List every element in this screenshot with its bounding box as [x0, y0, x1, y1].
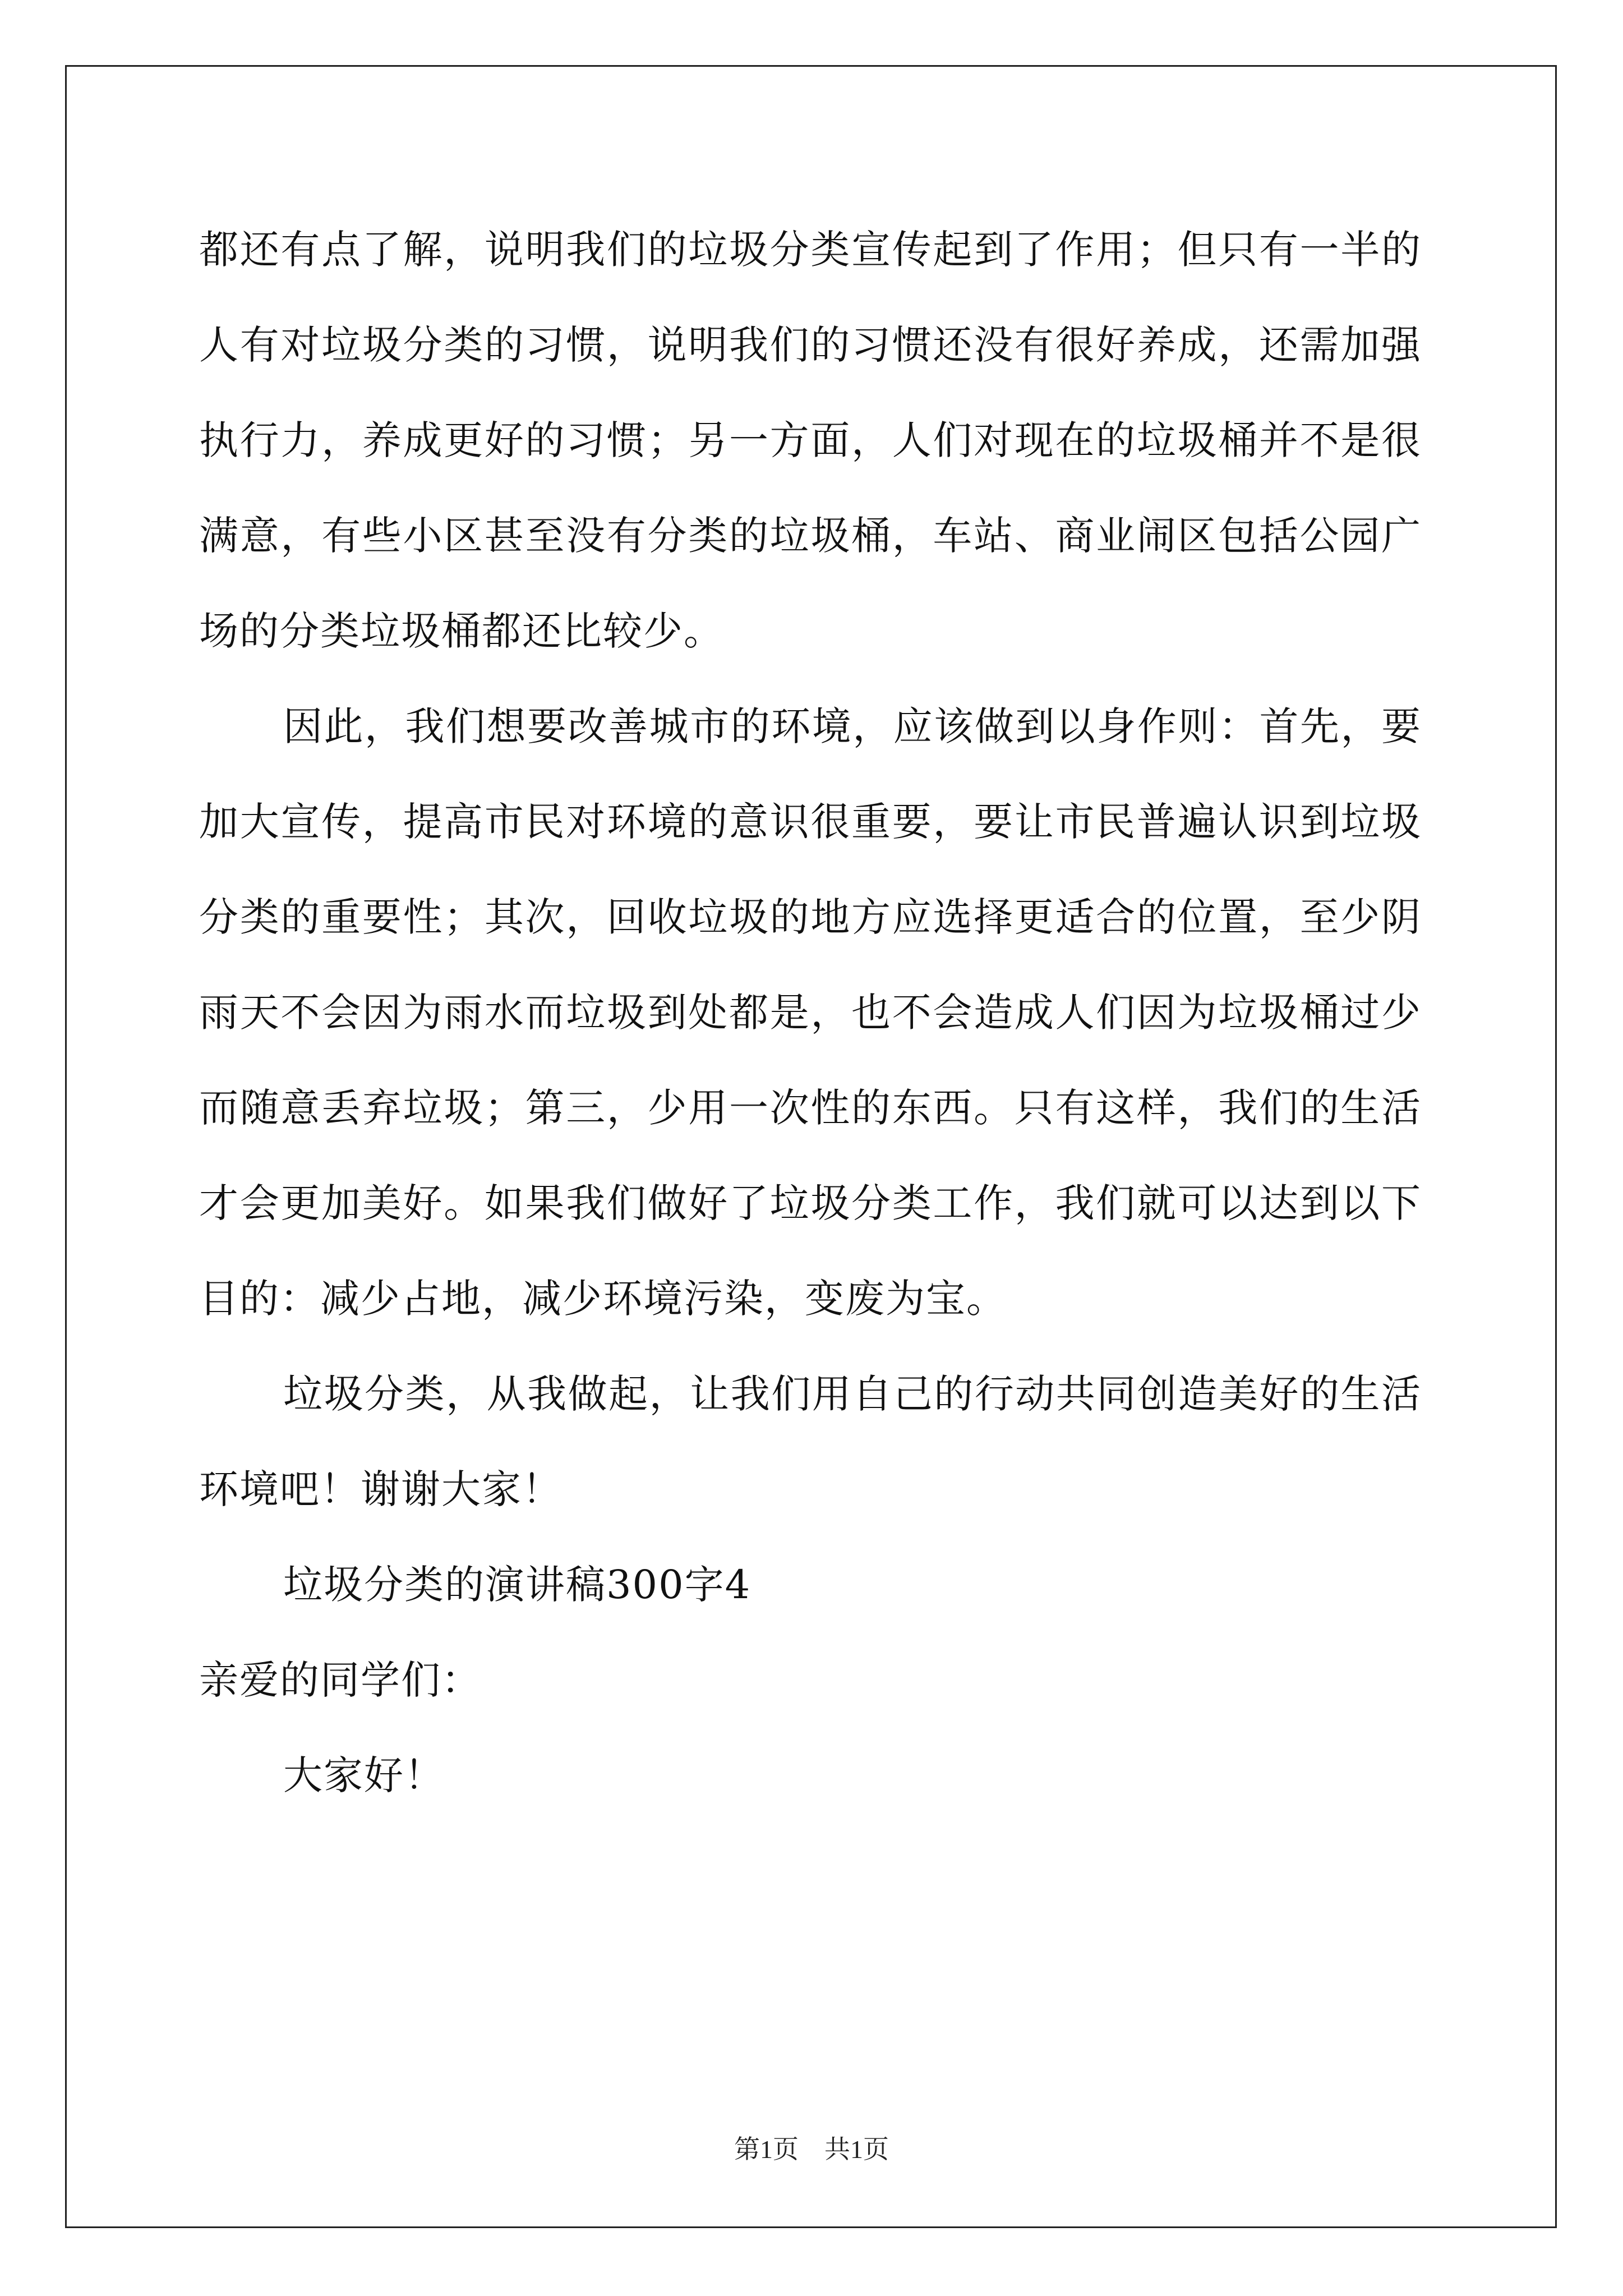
document-body — [199, 202, 1422, 1823]
paragraph-continuation: 都还有点了解，说明我们的垃圾分类宣传起到了作用；但只有一半的人有对垃圾分类的习惯，说明我们的习惯还没有很好养成，还需加强执行力，养成更好的习惯；另一方面，人们对现在的垃圾桶并不是很满意，有些小区甚至没有分类的垃圾桶，车站、商业闹区包括公园广场的分类垃圾桶都还比较少。 — [199, 227, 1422, 654]
salutation: 亲爱的同学们： — [199, 1657, 482, 1703]
page-footer: 第1页 共1页 — [734, 2135, 889, 2164]
paragraph-suggestions: 因此，我们想要改善城市的环境，应该做到以身作则：首先，要加大宣传，提高市民对环境的意识很重要，要让市民普遍认识到垃圾分类的重要性；其次，回收垃圾的地方应选择更适合的位置，至少阴雨天不会因为雨水而垃圾到处都是，也不会造成人们因为垃圾桶过少而随意丢弃垃圾；第三，少用一次性的东西。只有这样，我们的生活才会更加美好。如果我们做好了垃圾分类工作，我们就可以达到以下目的：减少占地，减少环境污染，变废为宝。 — [199, 703, 1422, 1322]
section-heading: 垃圾分类的演讲稿300字4 — [283, 1562, 751, 1608]
paragraph-closing: 垃圾分类，从我做起，让我们用自己的行动共同创造美好的生活环境吧！谢谢大家！ — [199, 1371, 1422, 1512]
greeting: 大家好！ — [283, 1752, 445, 1798]
